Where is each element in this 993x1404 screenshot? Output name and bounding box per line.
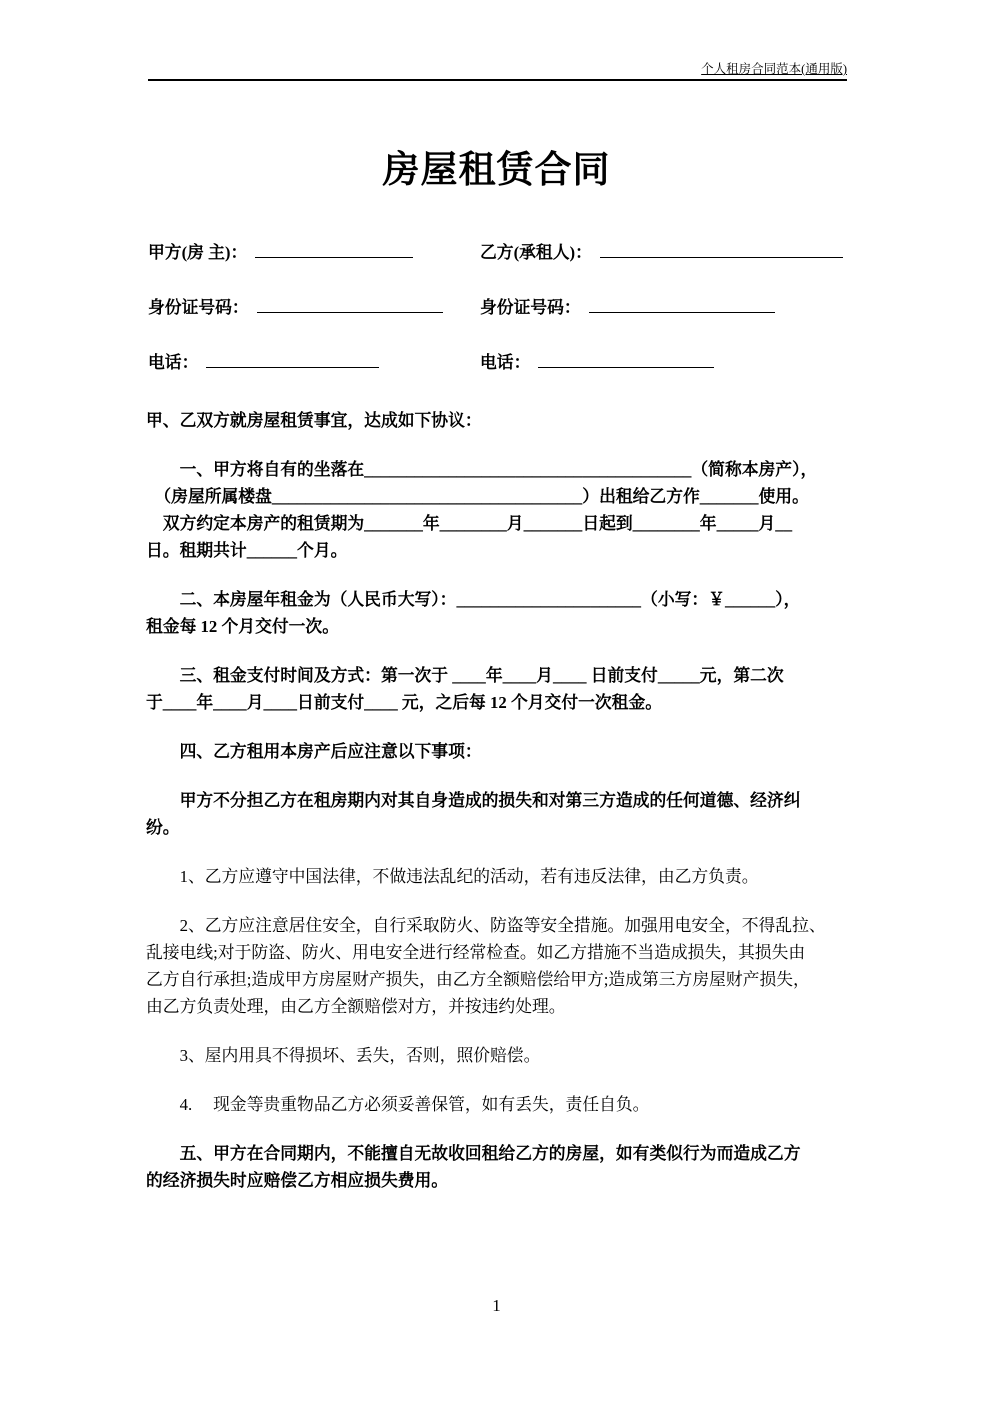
header-doc-type-label: 个人租房合同范本(通用版) [701,62,847,76]
party-a-phone-label: 电话： [148,353,199,372]
clause-1-line-2: （房屋所属楼盘_____________________________________）出租给乙方作_______使用。 [146,487,809,506]
party-a-blank-line [255,242,413,258]
clause-3-line-2: 于____年____月____日前支付____ 元，之后每 12 个月交付一次租金。 [146,693,663,712]
party-b-id-cell [480,297,847,316]
sub-item-4: 4. 现金等贵重物品乙方必须妥善保管，如有丢失，责任自负。 [146,1095,650,1114]
party-a-phone-blank-line [206,352,379,368]
party-a-id-cell [148,297,480,316]
page-header-rule [148,62,847,81]
sub-item-1: 1、乙方应遵守中国法律，不做违法乱纪的活动，若有违反法律，由乙方负责。 [146,867,759,886]
clause-5-line-1: 五、甲方在合同期内，不能擅自无故收回租给乙方的房屋，如有类似行为而造成乙方 [146,1144,801,1163]
sub-item-2-line-2: 乱接电线;对于防盗、防火、用电安全进行经常检查。如乙方措施不当造成损失，其损失由 [146,943,806,962]
document-title: 房屋租赁合同 [382,150,611,191]
party-b-phone-label: 电话： [480,353,531,372]
sub-item-2-line-3: 乙方自行承担;造成甲方房屋财产损失，由乙方全额赔偿给甲方;造成第三方房屋财产损失， [146,970,810,989]
clause-2-line-1: 二、本房屋年租金为（人民币大写）：______________________（小写：￥______）， [146,590,801,609]
clause-2-line-2: 租金每 12 个月交付一次。 [146,617,339,636]
sub-item-2-line-4: 由乙方负责处理，由乙方全额赔偿对方，并按违约处理。 [146,997,566,1016]
clause-5-line-2: 的经济损失时应赔偿乙方相应损失费用。 [146,1171,449,1190]
party-b-phone-cell [480,352,847,371]
liability-note-line-1: 甲方不分担乙方在租房期内对其自身造成的损失和对第三方造成的任何道德、经济纠 [146,791,801,810]
party-b-blank-line [600,242,843,258]
page-number: 1 [492,1296,501,1315]
party-a-label: 甲方(房 主)： [148,243,248,262]
clause-4-heading: 四、乙方租用本房产后应注意以下事项： [146,742,482,761]
clause-1-line-1: 一、甲方将自有的坐落在_______________________________________（简称本房产）， [146,460,818,479]
clause-1-line-3: 双方约定本房产的租赁期为_______年________月_______日起到________年_____月__ [146,514,793,533]
agreement-intro: 甲、乙双方就房屋租赁事宜，达成如下协议： [146,411,482,430]
party-row [148,242,847,261]
sub-item-3: 3、屋内用具不得损坏、丢失，否则，照价赔偿。 [146,1046,541,1065]
liability-note-line-2: 纷。 [146,818,180,837]
party-b-cell [480,242,847,261]
clause-3-line-1: 三、租金支付时间及方式：第一次于 ____年____月____ 日前支付_____元，第二次 [146,666,784,685]
contract-body [146,407,847,1194]
party-b-id-label: 身份证号码： [480,298,581,317]
party-b-label: 乙方(承租人)： [480,243,592,262]
clause-1-line-4: 日。租期共计______个月。 [146,541,348,560]
party-info-section [148,242,847,371]
party-a-phone-cell [148,352,480,371]
party-a-id-blank-line [257,297,443,313]
party-a-cell [148,242,480,261]
phone-row [148,352,847,371]
sub-item-2-line-1: 2、乙方应注意居住安全，自行采取防火、防盗等安全措施。加强用电安全，不得乱拉、 [146,916,826,935]
id-number-row [148,297,847,316]
party-b-phone-blank-line [538,352,714,368]
party-b-id-blank-line [589,297,775,313]
party-a-id-label: 身份证号码： [148,298,249,317]
